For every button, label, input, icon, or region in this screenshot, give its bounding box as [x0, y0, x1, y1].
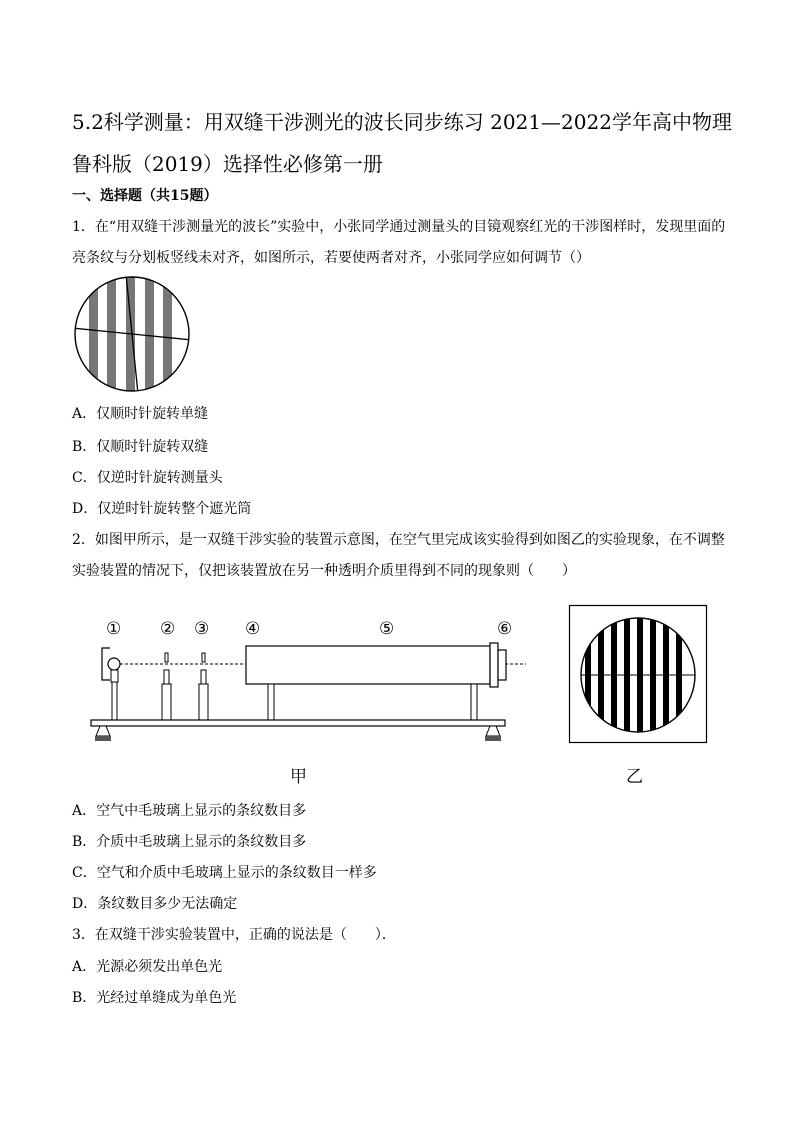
q2-option-b: B．介质中毛玻璃上显示的条纹数目多: [72, 834, 307, 850]
q2-option-d: D．条纹数目多少无法确定: [72, 896, 238, 912]
q3-option-a: A．光源必须发出单色光: [72, 959, 223, 975]
optical-rail: [91, 720, 505, 726]
measuring-head: [490, 643, 498, 687]
q1-option-a: A．仅顺时针旋转单缝: [72, 406, 209, 422]
q1-stem: 1．在“用双缝干涉测量光的波长”实验中，小张同学通过测量头的目镜观察红光的干涉图样时，发现里面的亮条纹与分划板竖线未对齐，如图所示，若要使两者对齐，小张同学应如何调节（）: [72, 219, 726, 266]
q2-stem: 2．如图甲所示，是一双缝干涉实验的装置示意图，在空气里完成该实验得到如图乙的实验现象，在不调整实验装置的情况下，仅把该装置放在另一种透明介质里得到不同的现象则（ ）: [72, 532, 725, 579]
q3-option-b: B．光经过单缝成为单色光: [72, 990, 237, 1006]
section-heading: 一、选择题（共15题）: [72, 188, 218, 204]
single-slit: [165, 653, 168, 662]
marker-2: ②: [160, 619, 176, 639]
figure-label-yi: 乙: [626, 767, 643, 787]
q2-option-a: A．空气中毛玻璃上显示的条纹数目多: [72, 803, 307, 819]
fringe-band: [624, 605, 630, 743]
marker-6: ⑥: [497, 619, 513, 639]
fringe-band: [650, 605, 656, 743]
double-slit: [202, 653, 205, 662]
fringe-band: [107, 274, 116, 394]
figure-label-jia: 甲: [290, 767, 307, 787]
light-source-bulb: [108, 658, 120, 670]
page-title: 5.2科学测量：用双缝干涉测光的波长同步练习 2021—2022学年高中物理鲁科版（2019）选择性必修第一册: [72, 110, 732, 176]
apparatus-figure: [88, 640, 533, 750]
q1-option-d: D．仅逆时针旋转整个遮光筒: [72, 501, 252, 517]
marker-5: ⑤: [379, 619, 395, 639]
marker-3: ③: [194, 619, 210, 639]
light-tube: [246, 646, 490, 684]
q1-fringe-figure: [72, 274, 192, 394]
q1-option-b: B．仅顺时针旋转双缝: [72, 439, 209, 455]
fringe-band: [145, 274, 154, 394]
fringe-band: [637, 605, 643, 743]
q2-option-c: C．空气和介质中毛玻璃上显示的条纹数目一样多: [72, 865, 377, 881]
fringe-pattern-figure: [569, 605, 707, 743]
marker-1: ①: [106, 619, 122, 639]
q3-stem: 3．在双缝干涉实验装置中，正确的说法是（ ）．: [72, 927, 396, 943]
marker-4: ④: [245, 619, 261, 639]
q1-option-c: C．仅逆时针旋转测量头: [72, 470, 223, 486]
fringe-band: [611, 605, 617, 743]
